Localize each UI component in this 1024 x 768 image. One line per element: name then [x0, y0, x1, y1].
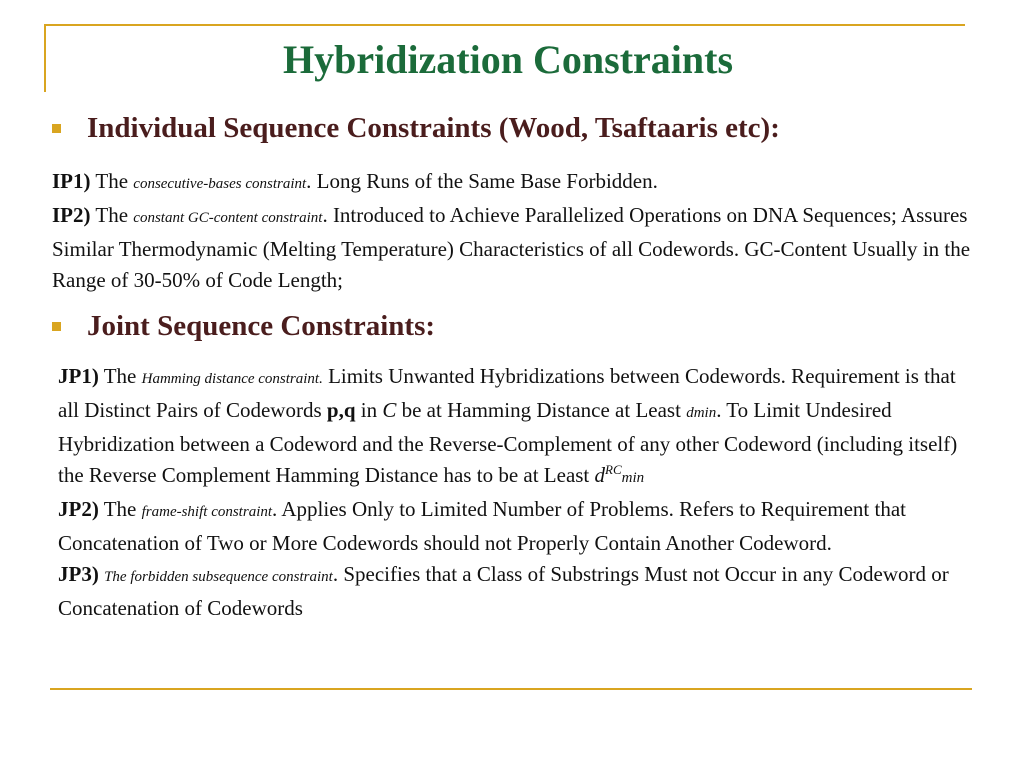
ip2-text: . Introduced to Achieve Parallelized Operations on DNA Sequences; Assures Similar Thermodynamic (Melting Temperature) Characteristics of all Codewords. GC-Content Usually in the Range of 30-50% of Code Length;: [52, 203, 971, 292]
section-heading-joint: Joint Sequence Constraints:: [87, 310, 436, 342]
jp3-name: The forbidden subsequence constraint: [104, 569, 333, 585]
jp2-label: JP2): [58, 497, 99, 521]
jp1-d: d: [594, 463, 606, 487]
jp3-paragraph: [58, 559, 978, 624]
jp1-rc: RC: [605, 462, 622, 477]
jp1-c: C: [382, 398, 397, 422]
jp1-label: JP1): [58, 364, 99, 388]
jp1-dmin: dmin: [686, 405, 717, 421]
section-heading-individual: Individual Sequence Constraints (Wood, Tsaftaaris etc):: [87, 112, 780, 144]
ip1-label: IP1): [52, 169, 91, 193]
ip2-name: constant GC-content constraint: [133, 210, 323, 226]
jp1-pq: p,q: [326, 398, 356, 422]
ip2-paragraph: [52, 200, 982, 296]
bullet-individual-constraints: [52, 112, 780, 145]
ip2-label: IP2): [52, 203, 91, 227]
jp1-text-c: . To Limit Undesired Hybridization between a Codeword and the Reverse-Complement of any other Codeword (including itself) the Reverse Complement Hamming Distance has to be at Least: [58, 398, 958, 487]
jp1-min: min: [621, 470, 645, 486]
joint-constraints-body: [58, 361, 978, 624]
jp1-in: in: [355, 398, 383, 422]
jp1-paragraph: [58, 361, 978, 494]
jp3-label: JP3): [58, 562, 99, 586]
jp1-the: The: [103, 364, 137, 388]
jp1-text-a: Limits Unwanted Hybridizations between Codewords. Requirement is that all Distinct Pairs of Codewords: [58, 364, 956, 422]
frame-top-rule: [44, 24, 965, 26]
square-bullet-icon: [52, 322, 61, 331]
ip1-name: consecutive-bases constraint: [133, 176, 307, 192]
individual-constraints-body: [52, 166, 982, 296]
square-bullet-icon: [52, 124, 61, 133]
ip1-the: The: [95, 169, 129, 193]
jp2-paragraph: [58, 494, 978, 559]
jp1-name: Hamming distance constraint.: [141, 371, 323, 387]
frame-bottom-rule: [50, 688, 972, 690]
jp2-name: frame-shift constraint: [141, 504, 273, 520]
slide-title: Hybridization Constraints: [282, 37, 734, 82]
jp2-text: . Applies Only to Limited Number of Problems. Refers to Requirement that Concatenation of Two or More Codewords should not Properly Contain Another Codeword.: [58, 497, 907, 555]
jp2-the: The: [103, 497, 137, 521]
ip1-text: . Long Runs of the Same Base Forbidden.: [306, 169, 658, 193]
bullet-joint-constraints: [52, 310, 435, 343]
jp1-text-b: be at Hamming Distance at Least: [396, 398, 687, 422]
ip2-the: The: [95, 203, 129, 227]
jp3-text: . Specifies that a Class of Substrings Must not Occur in any Codeword or Concatenation of Codewords: [58, 562, 949, 620]
ip1-paragraph: [52, 166, 982, 200]
